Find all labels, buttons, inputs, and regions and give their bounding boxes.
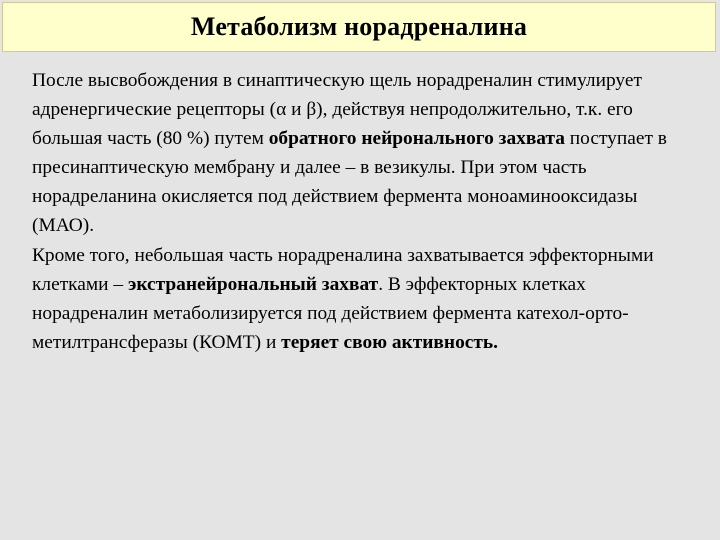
paragraph-1-text-1: После высвобождения в синаптическую щель норадреналин стимулирует адренергические рецепторы (α и β), действуя непродолжительно, т.к. его большая часть (80 %) путем	[32, 70, 642, 149]
title-bar	[2, 2, 716, 52]
loses-activity-term: теряет свою активность.	[281, 332, 499, 353]
paragraph-1-text-2: поступает в пресинаптическую мембрану и далее – в везикулы. При этом часть норадреланина окисляется под действием фермента моноаминооксидазы (МАО).	[32, 128, 667, 236]
slide-title: Метаболизм норадреналина	[190, 12, 528, 41]
neuronal-reuptake-term: обратного нейронального захвата	[268, 128, 565, 149]
paragraph-extraneuronal	[32, 241, 704, 357]
paragraph-2-text-1: Кроме того, небольшая часть норадреналина захватывается эффекторными клетками –	[32, 245, 654, 295]
paragraph-2-text-2: . В эффекторных клетках норадреналин метаболизируется под действием фермента катехол-орто-метилтрансферазы (КОМТ) и	[32, 274, 629, 353]
slide-body	[32, 66, 704, 357]
extraneuronal-uptake-term: экстранейрональный захват	[127, 274, 379, 295]
paragraph-reuptake	[32, 66, 704, 240]
